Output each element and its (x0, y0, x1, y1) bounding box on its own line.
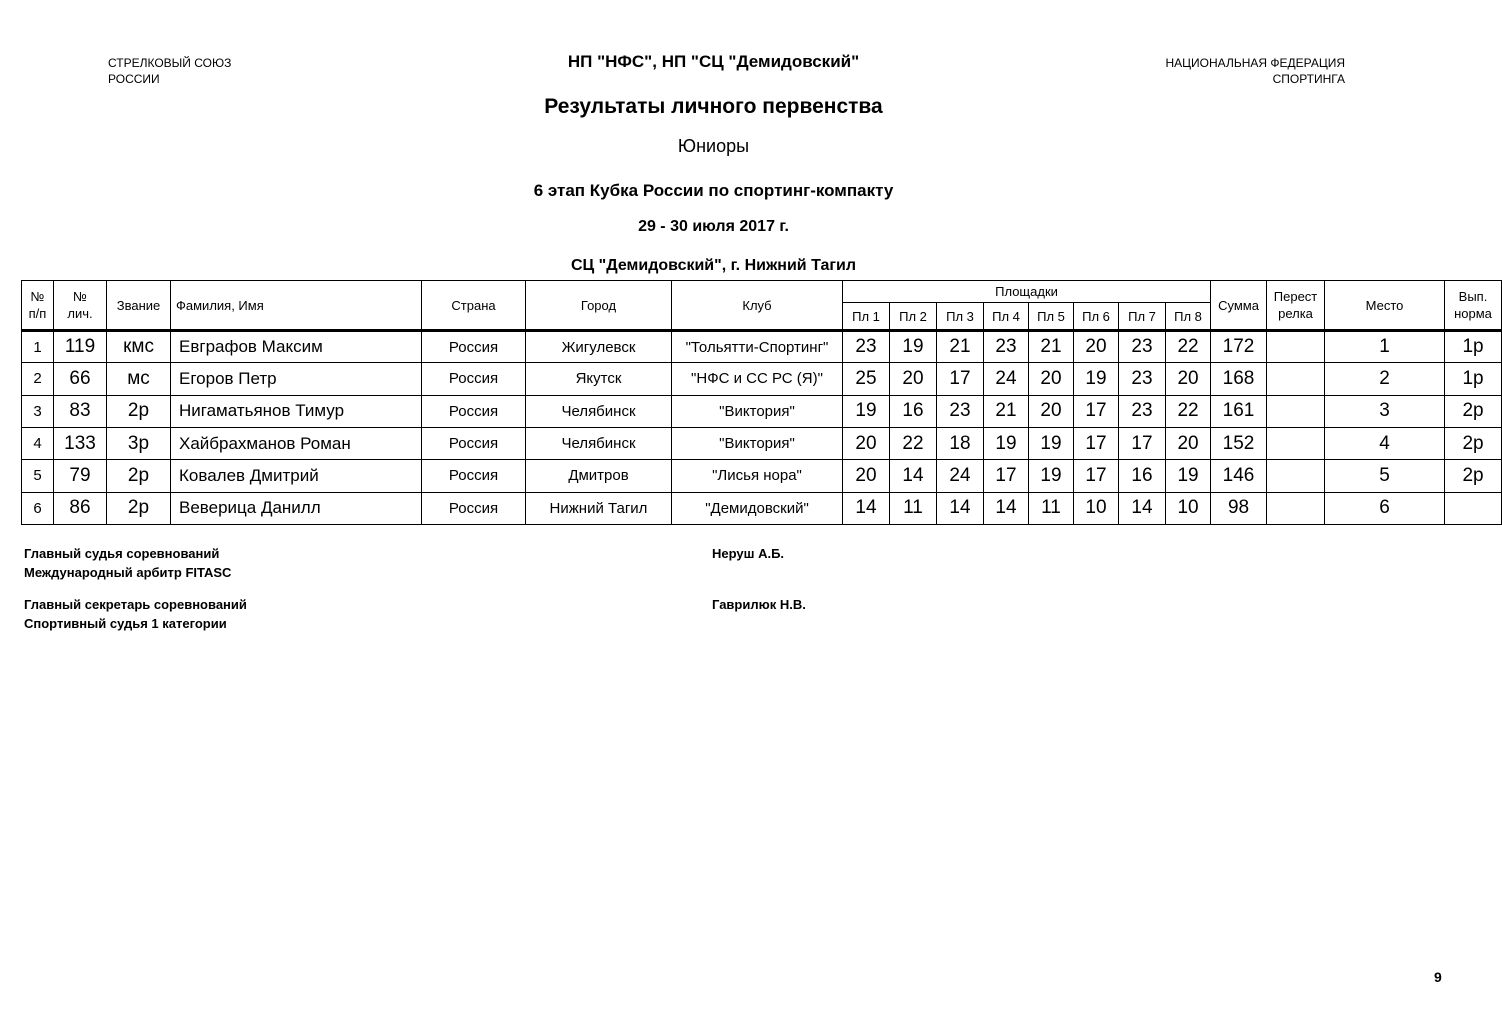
cell-total: 146 (1211, 460, 1267, 492)
org-left-line-2: РОССИИ (108, 72, 160, 86)
cell-country: Россия (422, 427, 526, 459)
org-right-line-1: НАЦИОНАЛЬНАЯ ФЕДЕРАЦИЯ (1165, 56, 1345, 70)
station-header-2: Пл 2 (890, 303, 937, 331)
cell-station-7: 23 (1119, 395, 1166, 427)
cell-norm (1445, 492, 1502, 524)
cell-station-4: 17 (984, 460, 1029, 492)
cell-station-1: 25 (843, 363, 890, 395)
col-club-header: Клуб (672, 281, 843, 331)
cell-country: Россия (422, 363, 526, 395)
cell-total: 168 (1211, 363, 1267, 395)
cell-station-1: 14 (843, 492, 890, 524)
cell-name: Веверица Данилл (171, 492, 422, 524)
results-table (21, 280, 1502, 525)
cell-club: "НФС и СС РС (Я)" (672, 363, 843, 395)
results-body (22, 331, 1502, 525)
cell-place: 5 (1325, 460, 1445, 492)
station-header-8: Пл 8 (1166, 303, 1211, 331)
secretary-name: Гаврилюк Н.В. (712, 597, 806, 612)
col-total-header: Сумма (1211, 281, 1267, 331)
cell-rank: 2р (107, 460, 171, 492)
secretary-qualification: Спортивный судья 1 категории (24, 616, 227, 631)
cell-station-7: 17 (1119, 427, 1166, 459)
cell-num: 6 (22, 492, 54, 524)
org-right-line-2: СПОРТИНГА (1272, 72, 1345, 86)
cell-num: 2 (22, 363, 54, 395)
cell-station-6: 17 (1074, 460, 1119, 492)
cell-club: "Виктория" (672, 427, 843, 459)
cell-station-2: 19 (890, 331, 937, 363)
table-row (22, 492, 1502, 524)
cell-station-5: 19 (1029, 427, 1074, 459)
org-left-line-1: СТРЕЛКОВЫЙ СОЮЗ (108, 56, 232, 70)
cell-rank: мс (107, 363, 171, 395)
cell-station-6: 17 (1074, 427, 1119, 459)
cell-license: 83 (54, 395, 107, 427)
col-place-header: Место (1325, 281, 1445, 331)
col-norm-header-line-1: Вып. (1458, 289, 1488, 304)
cell-station-3: 14 (937, 492, 984, 524)
cell-shootoff (1267, 460, 1325, 492)
col-num-header-line-1: № (30, 289, 45, 304)
cell-city: Челябинск (526, 427, 672, 459)
table-row (22, 460, 1502, 492)
col-num-header-line-2: п/п (28, 306, 47, 321)
cell-station-8: 22 (1166, 331, 1211, 363)
event-name: 6 этап Кубка России по спортинг-компакту (533, 181, 894, 200)
cell-city: Якутск (526, 363, 672, 395)
organizers: НП "НФС", НП "СЦ "Демидовский" (567, 52, 860, 71)
col-norm-header (1445, 281, 1502, 331)
cell-license: 79 (54, 460, 107, 492)
cell-station-8: 10 (1166, 492, 1211, 524)
cell-station-7: 14 (1119, 492, 1166, 524)
cell-country: Россия (422, 492, 526, 524)
cell-station-7: 23 (1119, 363, 1166, 395)
cell-station-4: 24 (984, 363, 1029, 395)
cell-num: 1 (22, 331, 54, 363)
cell-station-8: 22 (1166, 395, 1211, 427)
cell-city: Нижний Тагил (526, 492, 672, 524)
cell-license: 66 (54, 363, 107, 395)
col-rank-header: Звание (107, 281, 171, 331)
col-license-header (54, 281, 107, 331)
stations-group-header: Площадки (843, 281, 1211, 303)
cell-station-5: 11 (1029, 492, 1074, 524)
cell-shootoff (1267, 492, 1325, 524)
cell-station-6: 20 (1074, 331, 1119, 363)
cell-station-2: 20 (890, 363, 937, 395)
cell-station-7: 16 (1119, 460, 1166, 492)
cell-station-3: 24 (937, 460, 984, 492)
cell-num: 4 (22, 427, 54, 459)
cell-country: Россия (422, 395, 526, 427)
cell-station-4: 14 (984, 492, 1029, 524)
cell-city: Челябинск (526, 395, 672, 427)
cell-shootoff (1267, 395, 1325, 427)
cell-station-4: 21 (984, 395, 1029, 427)
cell-station-2: 14 (890, 460, 937, 492)
cell-station-8: 20 (1166, 363, 1211, 395)
cell-station-5: 20 (1029, 395, 1074, 427)
event-dates: 29 - 30 июля 2017 г. (638, 218, 789, 235)
cell-station-4: 19 (984, 427, 1029, 459)
cell-norm: 1р (1445, 331, 1502, 363)
cell-total: 152 (1211, 427, 1267, 459)
col-norm-header-line-2: норма (1454, 306, 1492, 321)
cell-rank: 2р (107, 395, 171, 427)
cell-station-2: 11 (890, 492, 937, 524)
cell-station-3: 17 (937, 363, 984, 395)
cell-norm: 2р (1445, 395, 1502, 427)
table-row (22, 395, 1502, 427)
cell-place: 4 (1325, 427, 1445, 459)
col-country-header: Страна (422, 281, 526, 331)
judge-name: Неруш А.Б. (712, 546, 785, 561)
col-shootoff-header (1267, 281, 1325, 331)
cell-station-1: 20 (843, 427, 890, 459)
table-row (22, 427, 1502, 459)
cell-city: Жигулевск (526, 331, 672, 363)
cell-station-1: 23 (843, 331, 890, 363)
cell-total: 161 (1211, 395, 1267, 427)
cell-station-5: 19 (1029, 460, 1074, 492)
cell-license: 119 (54, 331, 107, 363)
secretary-block (24, 595, 247, 633)
cell-place: 1 (1325, 331, 1445, 363)
cell-place: 3 (1325, 395, 1445, 427)
cell-name: Нигаматьянов Тимур (171, 395, 422, 427)
category: Юниоры (677, 136, 750, 156)
cell-place: 6 (1325, 492, 1445, 524)
cell-station-8: 19 (1166, 460, 1211, 492)
cell-station-8: 20 (1166, 427, 1211, 459)
cell-name: Егоров Петр (171, 363, 422, 395)
table-row (22, 363, 1502, 395)
cell-num: 3 (22, 395, 54, 427)
cell-club: "Демидовский" (672, 492, 843, 524)
table-row (22, 331, 1502, 363)
cell-station-5: 20 (1029, 363, 1074, 395)
cell-shootoff (1267, 363, 1325, 395)
col-name-header: Фамилия, Имя (171, 281, 422, 331)
station-header-3: Пл 3 (937, 303, 984, 331)
col-license-header-line-1: № (73, 289, 87, 304)
cell-station-2: 22 (890, 427, 937, 459)
page-title: Результаты личного первенства (544, 95, 883, 118)
cell-station-3: 18 (937, 427, 984, 459)
cell-station-1: 19 (843, 395, 890, 427)
station-header-4: Пл 4 (984, 303, 1029, 331)
cell-name: Ковалев Дмитрий (171, 460, 422, 492)
cell-club: "Виктория" (672, 395, 843, 427)
cell-total: 172 (1211, 331, 1267, 363)
secretary-title: Главный секретарь соревнований (24, 597, 247, 612)
venue: СЦ "Демидовский", г. Нижний Тагил (570, 257, 857, 274)
cell-name: Евграфов Максим (171, 331, 422, 363)
cell-station-6: 10 (1074, 492, 1119, 524)
cell-station-5: 21 (1029, 331, 1074, 363)
cell-station-3: 21 (937, 331, 984, 363)
col-license-header-line-2: лич. (67, 306, 93, 321)
cell-norm: 2р (1445, 427, 1502, 459)
cell-station-7: 23 (1119, 331, 1166, 363)
station-header-5: Пл 5 (1029, 303, 1074, 331)
cell-rank: кмс (107, 331, 171, 363)
cell-total: 98 (1211, 492, 1267, 524)
col-city-header: Город (526, 281, 672, 331)
station-header-1: Пл 1 (843, 303, 890, 331)
cell-license: 133 (54, 427, 107, 459)
cell-shootoff (1267, 427, 1325, 459)
station-header-7: Пл 7 (1119, 303, 1166, 331)
station-header-6: Пл 6 (1074, 303, 1119, 331)
cell-station-2: 16 (890, 395, 937, 427)
cell-station-3: 23 (937, 395, 984, 427)
cell-rank: 2р (107, 492, 171, 524)
cell-norm: 1р (1445, 363, 1502, 395)
judge-block (24, 544, 231, 582)
page-number: 9 (1434, 969, 1442, 985)
cell-station-1: 20 (843, 460, 890, 492)
col-shootoff-header-line-1: Перест (1273, 289, 1318, 304)
col-num-header (22, 281, 54, 331)
cell-station-4: 23 (984, 331, 1029, 363)
col-shootoff-header-line-2: релка (1278, 306, 1313, 321)
judge-title: Главный судья соревнований (24, 546, 220, 561)
cell-club: "Тольятти-Спортинг" (672, 331, 843, 363)
cell-license: 86 (54, 492, 107, 524)
cell-city: Дмитров (526, 460, 672, 492)
cell-station-6: 19 (1074, 363, 1119, 395)
cell-station-6: 17 (1074, 395, 1119, 427)
cell-country: Россия (422, 331, 526, 363)
cell-norm: 2р (1445, 460, 1502, 492)
cell-num: 5 (22, 460, 54, 492)
cell-rank: 3р (107, 427, 171, 459)
cell-place: 2 (1325, 363, 1445, 395)
cell-shootoff (1267, 331, 1325, 363)
cell-club: "Лисья нора" (672, 460, 843, 492)
cell-name: Хайбрахманов Роман (171, 427, 422, 459)
judge-qualification: Международный арбитр FITASC (24, 565, 232, 580)
cell-country: Россия (422, 460, 526, 492)
